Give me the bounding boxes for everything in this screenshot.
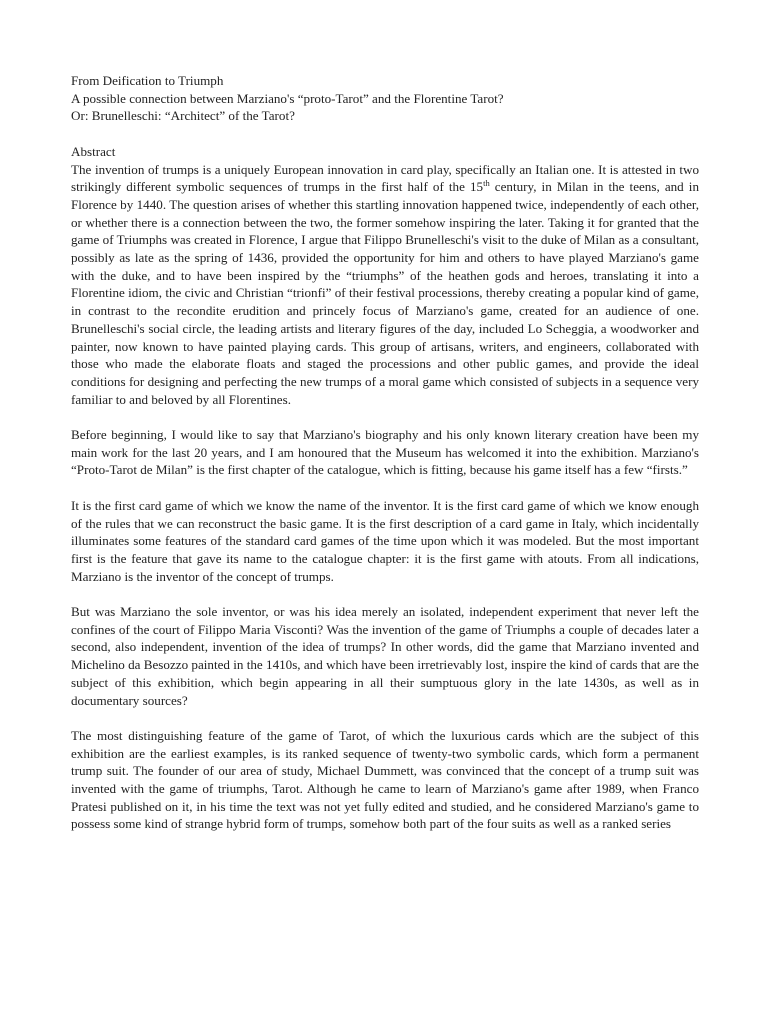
body-paragraph-1: Before beginning, I would like to say that Marziano's biography and his only known literary creation have been my main work for the last 20 years, and I am honoured that the Museum has welcomed it into the exhibition. Marziano's “Proto-Tarot de Milan” is the first chapter of the catalogue, which is fitting, because his game itself has a few “firsts.”: [71, 427, 699, 478]
document-alt-title: Or: Brunelleschi: “Architect” of the Tarot?: [71, 108, 295, 124]
abstract-text-start: The invention of trumps is a uniquely European innovation in card play, specifically an Italian one. It is attested in two strikingly different symbolic sequences of trumps in the first half of the 15: [71, 161, 699, 195]
abstract-paragraph: [71, 161, 699, 409]
abstract-heading: Abstract: [71, 143, 116, 159]
abstract-text-end: century, in Milan in the teens, and in Florence by 1440. The question arises of whether this startling innovation happened twice, independently of each other, or whether there is a connection between the two, the former somehow inspiring the later. Taking it for granted that the game of Triumphs was created in Florence, I argue that Filippo Brunelleschi's visit to the duke of Milan as a consultant, possibly as late as the spring of 1436, provided the opportunity for him and others to have played Marziano's game with the duke, and to have been inspired by the “triumphs” of the heathen gods and heroes, translating it into a Florentine idiom, the civic and Christian “trionfi” of their festival processions, thereby creating a popular kind of game, in contrast to the recondite erudition and princely focus of Marziano's game, created for an audience of one. Brunelleschi's social circle, the leading artists and literary figures of the day, included Lo Scheggia, a woodworker and painter, now known to have painted playing cards. This group of artisans, writers, and engineers, collaborated with those who made the elaborate floats and staged the processions and other public games, and provide the ideal conditions for designing and perfecting the new trumps of a moral game which consisted of subjects in a sequence very familiar to and beloved by all Florentines.: [71, 179, 699, 407]
body-paragraph-4: The most distinguishing feature of the game of Tarot, of which the luxurious cards which are the subject of this exhibition are the earliest examples, is its ranked sequence of twenty-two symbolic cards, which form a permanent trump suit. The founder of our area of study, Michael Dummett, was convinced that the concept of a trump suit was invented with the game of triumphs, Tarot. Although he came to learn of Marziano's game after 1989, when Franco Pratesi published on it, in his time the text was not yet fully edited and studied, and he considered Marziano's game to possess some kind of strange hybrid form of trumps, somehow both part of the four suits as well as a ranked series: [71, 727, 699, 832]
document-page: [71, 72, 699, 833]
document-title: From Deification to Triumph: [71, 73, 224, 88]
title-block: [71, 72, 699, 125]
body-paragraph-2: It is the first card game of which we know the name of the inventor. It is the first card game of which we know enough of the rules that we can reconstruct the basic game. It is the first description of a card game in Italy, which incidentally illuminates some features of the standard card games of the time upon which it was modeled. But the most important first is the feature that gave its name to the catalogue chapter: it is the first game with atouts. From all indications, Marziano is the inventor of the concept of trumps.: [71, 497, 699, 584]
document-subtitle: A possible connection between Marziano's “proto-Tarot” and the Florentine Tarot?: [71, 90, 504, 106]
body-paragraph-3: But was Marziano the sole inventor, or was his idea merely an isolated, independent experiment that never left the confines of the court of Filippo Maria Visconti? Was the invention of the game of Triumphs a couple of decades later a second, also independent, invention of the idea of trumps? In other words, did the game that Marziano invented and Michelino da Besozzo painted in the 1410s, and which have been irretrievably lost, inspire the kind of cards that are the subject of this exhibition, which begin appearing in all their sumptuous glory in the late 1430s, as well as in documentary sources?: [71, 604, 699, 708]
ordinal-superscript: th: [483, 178, 490, 189]
